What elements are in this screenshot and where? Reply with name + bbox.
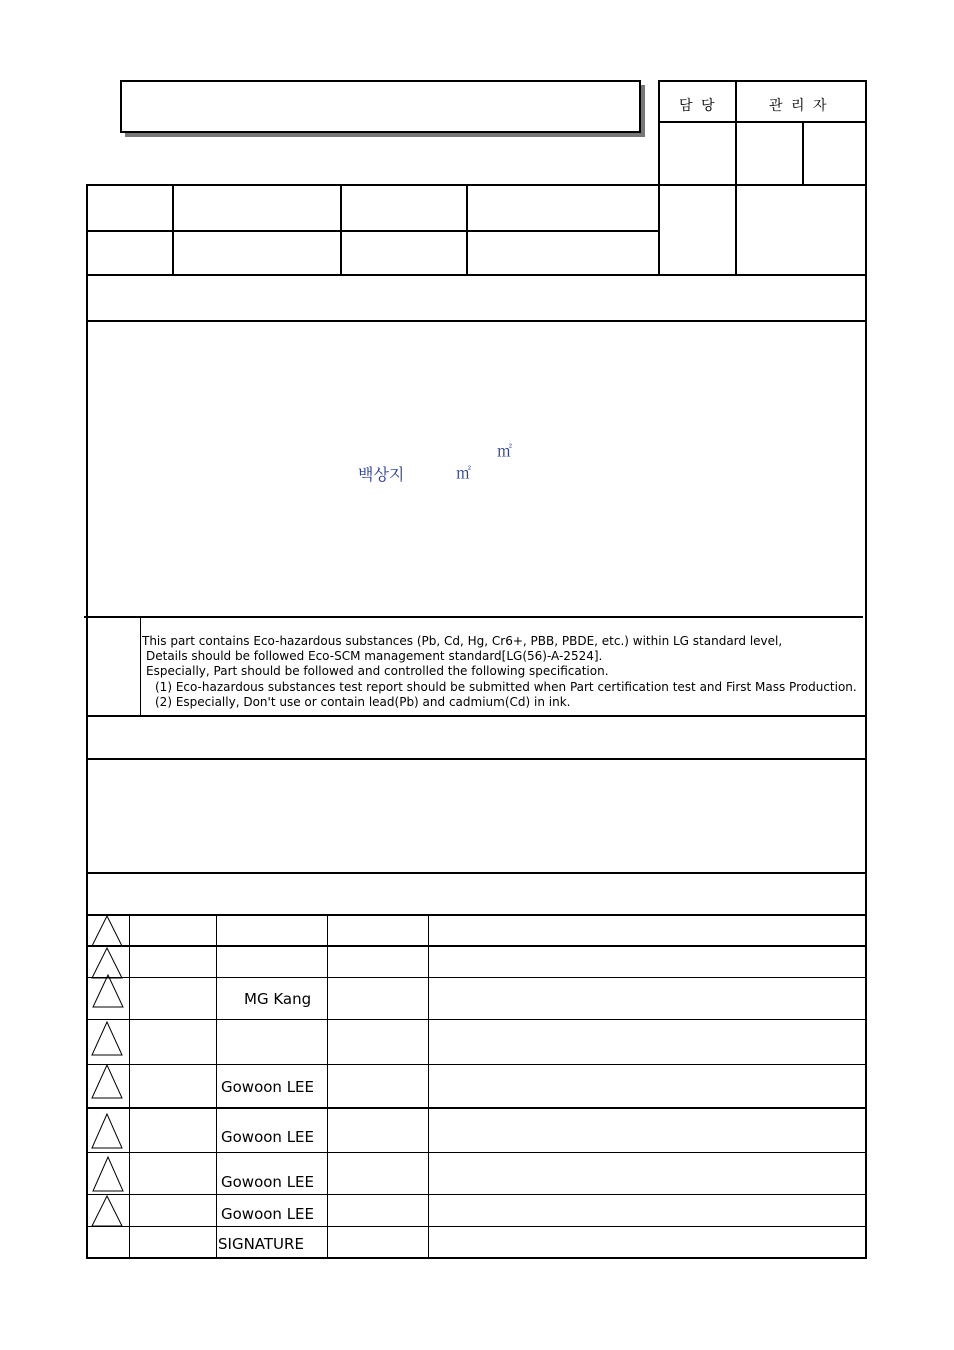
revision-triangle-icon xyxy=(92,974,124,1008)
remarks-body xyxy=(86,758,867,874)
section-title-row xyxy=(86,274,867,322)
drawing-area xyxy=(86,320,867,618)
revision-triangle-icon xyxy=(91,1195,123,1227)
revision-triangle-icon xyxy=(91,1021,123,1056)
revision-title-row xyxy=(86,872,867,916)
eco-line-2: Details should be followed Eco-SCM management standard[LG(56)-A-2524]. xyxy=(146,649,603,663)
revision-designer-name: Gowoon LEE xyxy=(221,1173,315,1191)
revision-table xyxy=(86,914,867,1259)
revision-triangle-icon xyxy=(92,1156,124,1192)
remarks-title-row xyxy=(86,715,867,760)
eco-line-5: (2) Especially, Don't use or contain lead(Pb) and cadmium(Cd) in ink. xyxy=(155,695,571,709)
signature-label: SIGNATURE xyxy=(218,1235,304,1253)
unit-label-2: ㎡ xyxy=(456,464,472,482)
unit-label-1: ㎡ xyxy=(497,442,513,460)
title-box xyxy=(120,80,641,133)
approval-manager-header: 관 리 자 xyxy=(769,98,829,114)
revision-triangle-icon xyxy=(91,1113,123,1149)
revision-designer-name: Gowoon LEE xyxy=(221,1078,315,1096)
revision-triangle-icon xyxy=(91,915,123,947)
revision-designer-name: Gowoon LEE xyxy=(221,1128,315,1146)
revision-designer-name: MG Kang xyxy=(244,990,312,1008)
material-name: 백상지 xyxy=(358,465,405,484)
approval-staff-header: 담 당 xyxy=(679,98,717,114)
eco-line-1: This part contains Eco-hazardous substances (Pb, Cd, Hg, Cr6+, PBB, PBDE, etc.) within LG standard level, xyxy=(142,634,783,648)
revision-triangle-icon xyxy=(91,1064,123,1099)
eco-line-3: Especially, Part should be followed and controlled the following specification. xyxy=(146,664,609,678)
eco-line-4: (1) Eco-hazardous substances test report should be submitted when Part certification test and First Mass Production. xyxy=(155,680,857,694)
revision-designer-name: Gowoon LEE xyxy=(221,1205,315,1223)
